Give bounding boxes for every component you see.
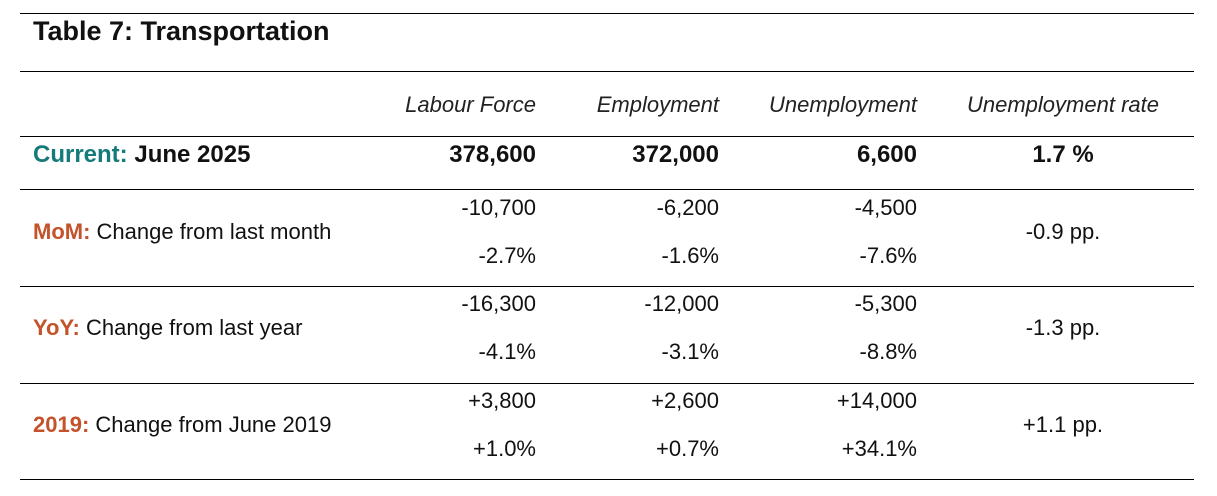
header-unemployment: Unemployment xyxy=(769,92,917,117)
yoy-unemployment-abs: -5,300 xyxy=(854,291,917,316)
current-key: Current: xyxy=(33,141,128,168)
2019-labour-force-abs: +3,800 xyxy=(468,388,536,413)
yoy-description: Change from last year xyxy=(85,315,303,340)
2019-unemployment-abs: +14,000 xyxy=(836,388,917,413)
yoy-labour-force-pct: -4.1% xyxy=(478,339,536,364)
2019-employment-abs: +2,600 xyxy=(651,388,719,413)
rule-bottom xyxy=(20,479,1194,480)
mom-labour-force-abs: -10,700 xyxy=(461,195,536,220)
mom-rate: -0.9 pp. xyxy=(1025,219,1101,244)
mom-employment-pct: -1.6% xyxy=(661,243,719,268)
mom-labour-force-pct: -2.7% xyxy=(478,243,536,268)
header-labour-force: Labour Force xyxy=(405,92,536,117)
yoy-unemployment-pct: -8.8% xyxy=(859,339,917,364)
2019-labour-force-pct: +1.0% xyxy=(473,436,536,461)
row-yoy-label xyxy=(33,315,302,341)
rule-under-header xyxy=(20,136,1194,137)
2019-key: 2019: xyxy=(33,412,90,437)
2019-description: Change from June 2019 xyxy=(95,412,332,437)
current-labour-force: 378,600 xyxy=(449,141,536,168)
table-title: Table 7: Transportation xyxy=(33,16,330,46)
mom-unemployment-abs: -4,500 xyxy=(854,195,917,220)
yoy-labour-force-abs: -16,300 xyxy=(461,291,536,316)
header-employment: Employment xyxy=(596,92,719,117)
row-current-label xyxy=(33,142,250,168)
2019-rate: +1.1 pp. xyxy=(1022,412,1104,437)
current-employment: 372,000 xyxy=(632,141,719,168)
2019-unemployment-pct: +34.1% xyxy=(841,436,917,461)
rule-under-yoy xyxy=(20,383,1194,384)
rule-top xyxy=(20,13,1194,14)
row-2019-label xyxy=(33,412,331,438)
row-mom-label xyxy=(33,219,331,245)
current-period: June 2025 xyxy=(134,141,251,168)
mom-employment-abs: -6,200 xyxy=(656,195,719,220)
rule-under-current xyxy=(20,189,1194,190)
mom-key: MoM: xyxy=(33,219,91,244)
yoy-employment-abs: -12,000 xyxy=(644,291,719,316)
mom-description: Change from last month xyxy=(96,219,332,244)
rule-under-title xyxy=(20,71,1194,72)
current-unemployment: 6,600 xyxy=(856,141,917,168)
mom-unemployment-pct: -7.6% xyxy=(859,243,917,268)
yoy-key: YoY: xyxy=(33,315,80,340)
header-unemployment-rate: Unemployment rate xyxy=(967,92,1159,117)
yoy-rate: -1.3 pp. xyxy=(1025,315,1101,340)
current-rate: 1.7 % xyxy=(1032,141,1094,168)
rule-under-mom xyxy=(20,286,1194,287)
yoy-employment-pct: -3.1% xyxy=(661,339,719,364)
2019-employment-pct: +0.7% xyxy=(656,436,719,461)
